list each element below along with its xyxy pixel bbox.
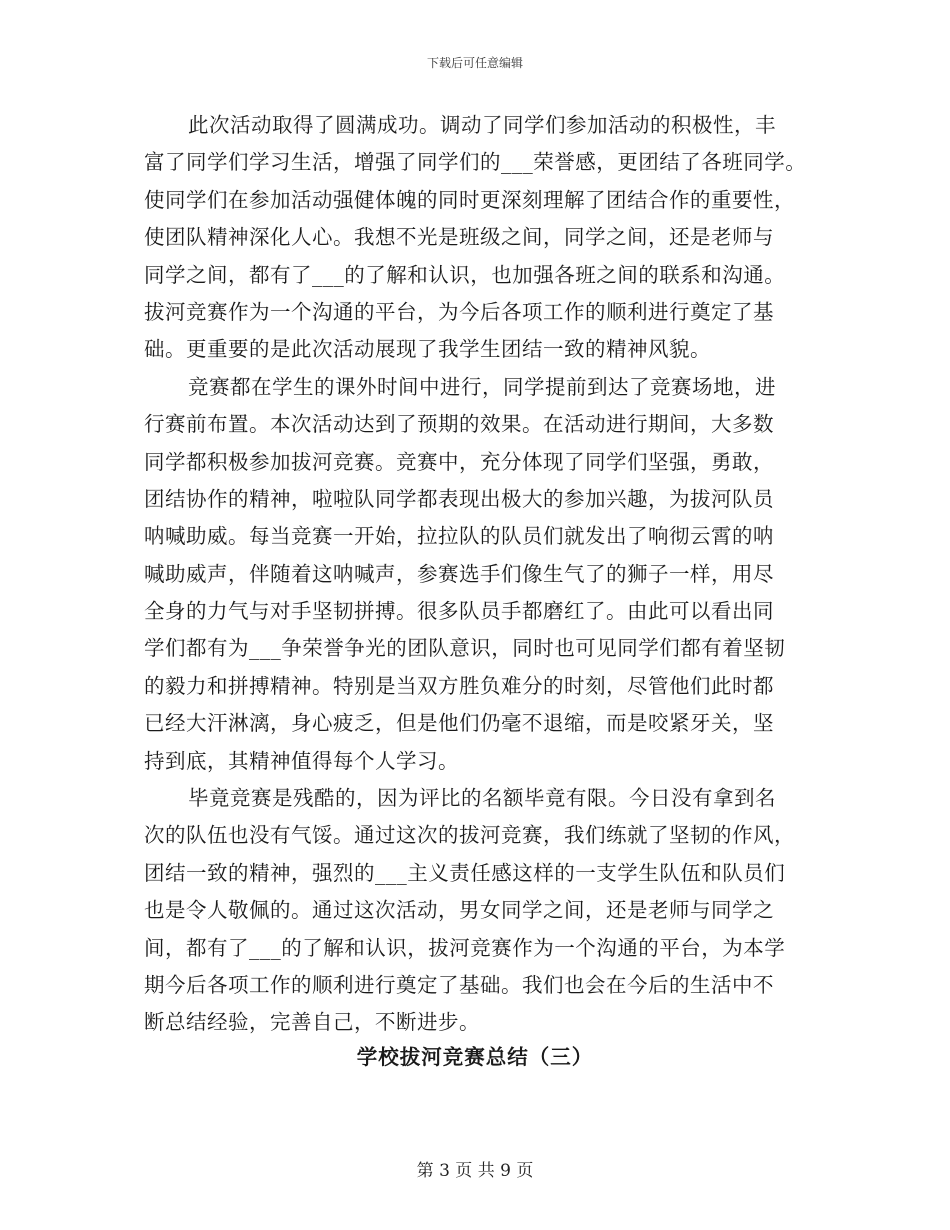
body-line: 使团队精神深化人心。我想不光是班级之间，同学之间，还是老师与 (144, 225, 774, 250)
body-line: 断总结经验，完善自己，不断进步。 (144, 1010, 480, 1035)
body-line: 已经大汗淋漓，身心疲乏，但是他们仍毫不退缩，而是咬紧牙关，坚 (144, 711, 774, 736)
body-line: 喊助威声，伴随着这呐喊声，参赛选手们像生气了的狮子一样，用尽 (144, 561, 774, 586)
body-line: 使同学们在参加活动强健体魄的同时更深刻理解了团结合作的重要性， (144, 187, 795, 212)
body-line: 竞赛都在学生的课外时间中进行，同学提前到达了竞赛场地，进 (188, 374, 776, 399)
body-line: 拔河竞赛作为一个沟通的平台，为今后各项工作的顺利进行奠定了基 (144, 299, 774, 324)
body-line: 也是令人敬佩的。通过这次活动，男女同学之间，还是老师与同学之 (144, 898, 774, 923)
body-line: 次的队伍也没有气馁。通过这次的拔河竞赛，我们练就了坚韧的作风， (144, 823, 795, 848)
body-line: 持到底，其精神值得每个人学习。 (144, 748, 459, 773)
page-number: 第 3 页 共 9 页 (416, 1161, 534, 1181)
body-line: 期今后各项工作的顺利进行奠定了基础。我们也会在今后的生活中不 (144, 972, 774, 997)
body-line: 全身的力气与对手坚韧拼搏。很多队员手都磨红了。由此可以看出同 (144, 599, 774, 624)
body-line: 团结协作的精神，啦啦队同学都表现出极大的参加兴趣，为拔河队员 (144, 486, 774, 511)
body-line: 此次活动取得了圆满成功。调动了同学们参加活动的积极性，丰 (188, 113, 776, 137)
body-line: 础。更重要的是此次活动展现了我学生团结一致的精神风貌。 (144, 337, 711, 362)
body-line: 富了同学们学习生活，增强了同学们的___荣誉感，更团结了各班同学。 (144, 150, 807, 175)
body-line: 同学之间，都有了___的了解和认识，也加强各班之间的联系和沟通。 (144, 262, 786, 287)
section-title: 学校拔河竞赛总结（三） (356, 1045, 594, 1069)
body-line: 呐喊助威。每当竞赛一开始，拉拉队的队员们就发出了响彻云霄的呐 (144, 524, 774, 549)
page-header-note: 下载后可任意编辑 (426, 56, 523, 70)
body-line: 同学都积极参加拔河竞赛。竞赛中，充分体现了同学们坚强，勇敢， (144, 449, 774, 474)
document-body (0, 107, 950, 1042)
body-line: 间，都有了___的了解和认识，拔河竞赛作为一个沟通的平台，为本学 (144, 935, 786, 960)
body-line: 毕竟竞赛是残酷的，因为评比的名额毕竟有限。今日没有拿到名 (188, 786, 776, 811)
body-line: 团结一致的精神，强烈的___主义责任感这样的一支学生队伍和队员们 (144, 860, 786, 885)
body-line: 行赛前布置。本次活动达到了预期的效果。在活动进行期间，大多数 (144, 412, 774, 437)
body-line: 的毅力和拼搏精神。特别是当双方胜负难分的时刻，尽管他们此时都 (144, 673, 774, 698)
body-line: 学们都有为___争荣誉争光的团队意识，同时也可见同学们都有着坚韧 (144, 636, 786, 661)
